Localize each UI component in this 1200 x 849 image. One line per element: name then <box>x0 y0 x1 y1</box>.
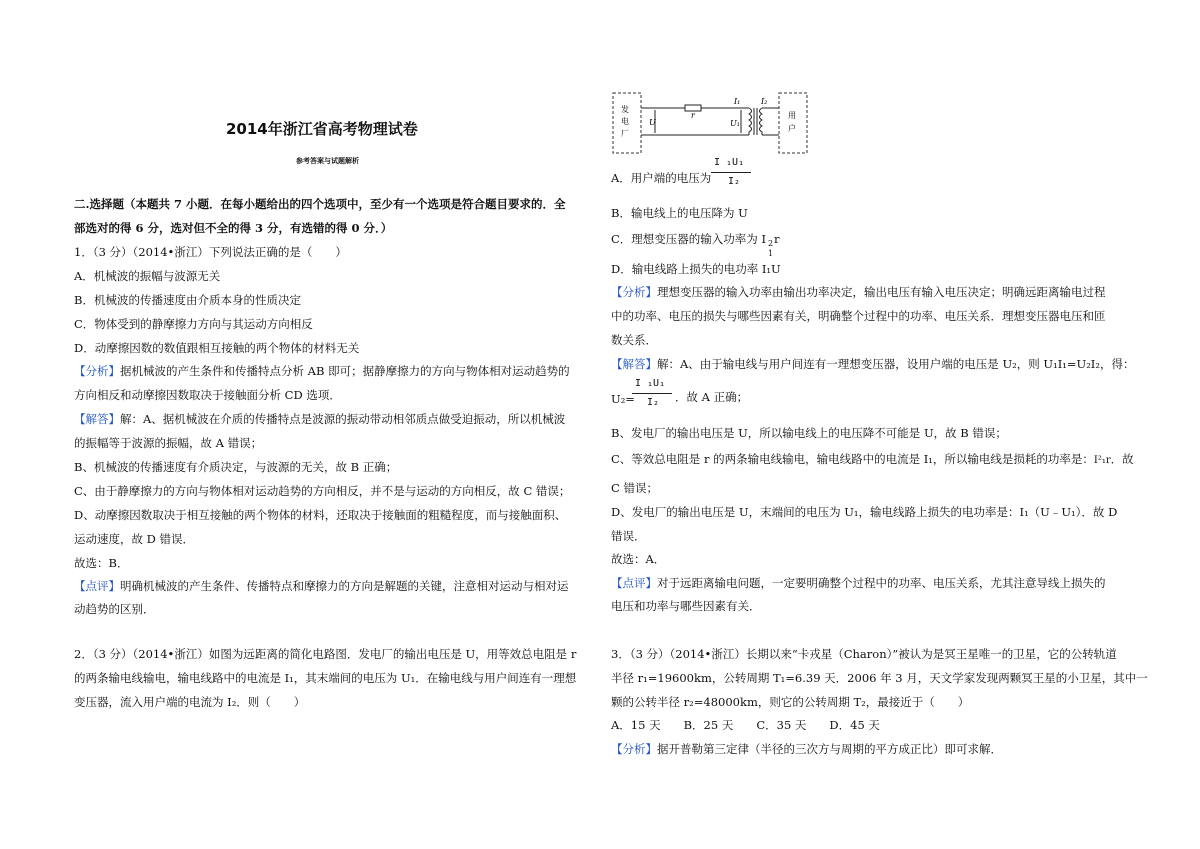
q1-stem: 1．（3 分）（2014•浙江）下列说法正确的是（ ） <box>74 245 347 259</box>
q1-comment-line1 <box>74 578 569 594</box>
q2-option-a-numerator: I ₁U₁ <box>714 157 745 168</box>
q1-answer-line2: 的振幅等于波源的振幅，故 A 错误； <box>74 436 263 450</box>
analysis-tag: 【分析】 <box>611 285 657 299</box>
q2-comment-text: 对于远距离输电问题，一定要明确整个过程中的功率、电压关系，尤其注意导线上损失的 <box>657 576 1106 590</box>
q2-analysis-line3: 数关系． <box>611 333 657 347</box>
power-plant-label-2: 电 <box>621 117 629 126</box>
q2-answer-line6: 错误． <box>611 529 646 543</box>
q2-option-c <box>611 231 780 258</box>
page-title: 2014年浙江省高考物理试卷 <box>226 120 418 138</box>
section-heading-line1: 二.选择题（本题共 7 小题．在每小题给出的四个选项中，至少有一个选项是符合题目要求的．全 <box>74 197 566 211</box>
q3-analysis-text: 据开普勒第三定律（半径的三次方与周期的平方成正比）即可求解． <box>657 742 1002 756</box>
q2-answer-frac-lhs: U₂= <box>611 392 635 406</box>
q2-option-a-denominator: I₂ <box>728 176 741 187</box>
q2-answer-line3 <box>611 451 1134 469</box>
q2-answer-choice: 故选：A． <box>611 552 666 566</box>
label-u1: U₁ <box>730 119 740 128</box>
transformer-primary <box>749 108 752 135</box>
label-i1: I₁ <box>734 97 741 106</box>
q2-answer-text: 解：A、由于输电线与用户间连有一理想变压器，设用户端的电压是 U₂，则 U₁I₁=U₂I₂，得： <box>657 357 1135 371</box>
q2-answer-line4: C 错误； <box>611 481 658 495</box>
q3-stem-line3: 颗的公转半径 r₂=48000km，则它的公转周期 T₂，最接近于（ ） <box>611 695 970 709</box>
q2-option-d: D．输电线路上损失的电功率 I₁U <box>611 262 781 276</box>
q1-option-a: A．机械波的振幅与波源无关 <box>74 269 221 283</box>
analysis-tag: 【分析】 <box>611 742 657 756</box>
section-heading-line2: 部选对的得 6 分，选对但不全的得 3 分，有选错的得 0 分．） <box>74 221 393 235</box>
q3-options: A．15 天 B．25 天 C．35 天 D．45 天 <box>611 718 880 732</box>
q1-answer-line6: 运动速度，故 D 错误． <box>74 532 195 546</box>
q2-option-a-fraction-bar <box>711 172 751 173</box>
q2-analysis-line1 <box>611 284 1106 300</box>
q2-stem-line1: 2．（3 分）（2014•浙江）如图为远距离的简化电路图．发电厂的输出电压是 U，用等效总电阻是 r <box>74 647 577 661</box>
label-u: U <box>649 118 656 127</box>
q2-answer-fraction-bar <box>632 393 672 394</box>
q1-option-d: D．动摩擦因数的数值跟相互接触的两个物体的材料无关 <box>74 341 360 355</box>
q1-answer-line1 <box>74 411 565 427</box>
q2-option-c-exp: 2 <box>768 239 774 248</box>
q1-answer-line3: B、机械波的传播速度有介质决定，与波源的无关，故 B 正确； <box>74 460 398 474</box>
q2-analysis-text: 理想变压器的输入功率由输出功率决定，输出电压有输入电压决定；明确远距离输电过程 <box>657 285 1106 299</box>
page-subtitle: 参考答案与试题解析 <box>296 157 359 165</box>
circuit-diagram <box>611 90 811 156</box>
q2-comment-line2: 电压和功率与哪些因素有关． <box>611 599 761 613</box>
transformer-secondary <box>760 108 763 135</box>
q1-analysis-text: 据机械波的产生条件和传播特点分析 AB 即可；据静摩擦力的方向与物体相对运动趋势的 <box>120 364 570 378</box>
q2-option-a-prefix: A．用户端的电压为 <box>611 171 712 185</box>
q2-option-b: B．输电线上的电压降为 U <box>611 206 748 220</box>
q2-answer-line5: D、发电厂的输出电压是 U，末端间的电压为 U₁，输电线路上损失的电功率是：I₁（U﹣U₁）．故 D <box>611 505 1118 519</box>
q2-analysis-line2: 中的功率、电压的损失与哪些因素有关，明确整个过程中的功率、电压关系．理想变压器电压和匝 <box>611 309 1106 323</box>
q1-option-c: C．物体受到的静摩擦力方向与其运动方向相反 <box>74 317 313 331</box>
label-r: r <box>691 111 695 120</box>
q1-analysis-line2: 方向相反和动摩擦因数取决于接触面分析 CD 选项． <box>74 388 341 402</box>
q1-option-b: B．机械波的传播速度由介质本身的性质决定 <box>74 293 301 307</box>
comment-tag: 【点评】 <box>74 579 120 593</box>
q2-answer-frac-numerator: I ₁U₁ <box>635 378 666 389</box>
comment-tag: 【点评】 <box>611 576 657 590</box>
q2-answer-line1 <box>611 356 1134 372</box>
q1-answer-line5: D、动摩擦因数取决于相互接触的两个物体的材料，还取决于接触面的粗糙程度，而与接触面积、 <box>74 508 567 522</box>
power-plant-label-3: 厂 <box>621 129 629 138</box>
user-label-1: 用 <box>788 111 796 120</box>
q2-answer-line3-formula: I²₁r <box>1093 455 1111 466</box>
q1-comment-line2: 动趋势的区别． <box>74 602 155 616</box>
q2-answer-frac-tail: ．故 A 正确； <box>675 390 749 404</box>
power-plant-label-1: 发 <box>621 105 629 114</box>
answer-tag: 【解答】 <box>74 412 120 426</box>
q3-stem-line2: 半径 r₁=19600km，公转周期 T₁=6.39 天．2006 年 3 月，天文学家发现两颗冥王星的小卫星，其中一 <box>611 671 1148 685</box>
user-label-2: 户 <box>788 124 796 133</box>
q2-answer-line2: B、发电厂的输出电压是 U，所以输电线上的电压降不可能是 U，故 B 错误； <box>611 426 1007 440</box>
q2-stem-line2: 的两条输电线输电，输电线路中的电流是 I₁，其末端间的电压为 U₁．在输电线与用户间连有一理想 <box>74 671 577 685</box>
analysis-tag: 【分析】 <box>74 364 120 378</box>
q1-analysis-line1 <box>74 363 570 379</box>
q2-comment-line1 <box>611 575 1106 591</box>
q2-stem-line3: 变压器，流入用户端的电流为 I₂．则（ ） <box>74 695 306 709</box>
q2-option-c-sub: 1 <box>768 249 774 258</box>
q2-option-c-suffix: r <box>774 232 780 246</box>
q2-answer-line3-text: C、等效总电阻是 r 的两条输电线输电，输电线路中的电流是 I₁，所以输电线是损耗的功率是： <box>611 452 1094 466</box>
user-box <box>779 93 807 153</box>
label-i2: I₂ <box>761 97 768 106</box>
q2-answer-line3-tail: ．故 <box>1110 452 1134 466</box>
answer-tag: 【解答】 <box>611 357 657 371</box>
q1-comment-text: 明确机械波的产生条件、传播特点和摩擦力的方向是解题的关键，注意相对运动与相对运 <box>120 579 569 593</box>
q3-analysis <box>611 741 1002 757</box>
q1-answer-line4: C、由于静摩擦力的方向与物体相对运动趋势的方向相反，并不是与运动的方向相反，故 C 错误； <box>74 484 571 498</box>
q1-answer-choice: 故选：B． <box>74 556 129 570</box>
q3-stem-line1: 3．（3 分）（2014•浙江）长期以来“卡戎星（Charon）”被认为是冥王星唯一的卫星，它的公转轨道 <box>611 647 1117 661</box>
q1-answer-text: 解：A、据机械波在介质的传播特点是波源的振动带动相邻质点做受迫振动，所以机械波 <box>120 412 566 426</box>
q2-answer-frac-denominator: I₂ <box>647 397 660 408</box>
q2-option-c-prefix: C．理想变压器的输入功率为 I <box>611 232 766 246</box>
